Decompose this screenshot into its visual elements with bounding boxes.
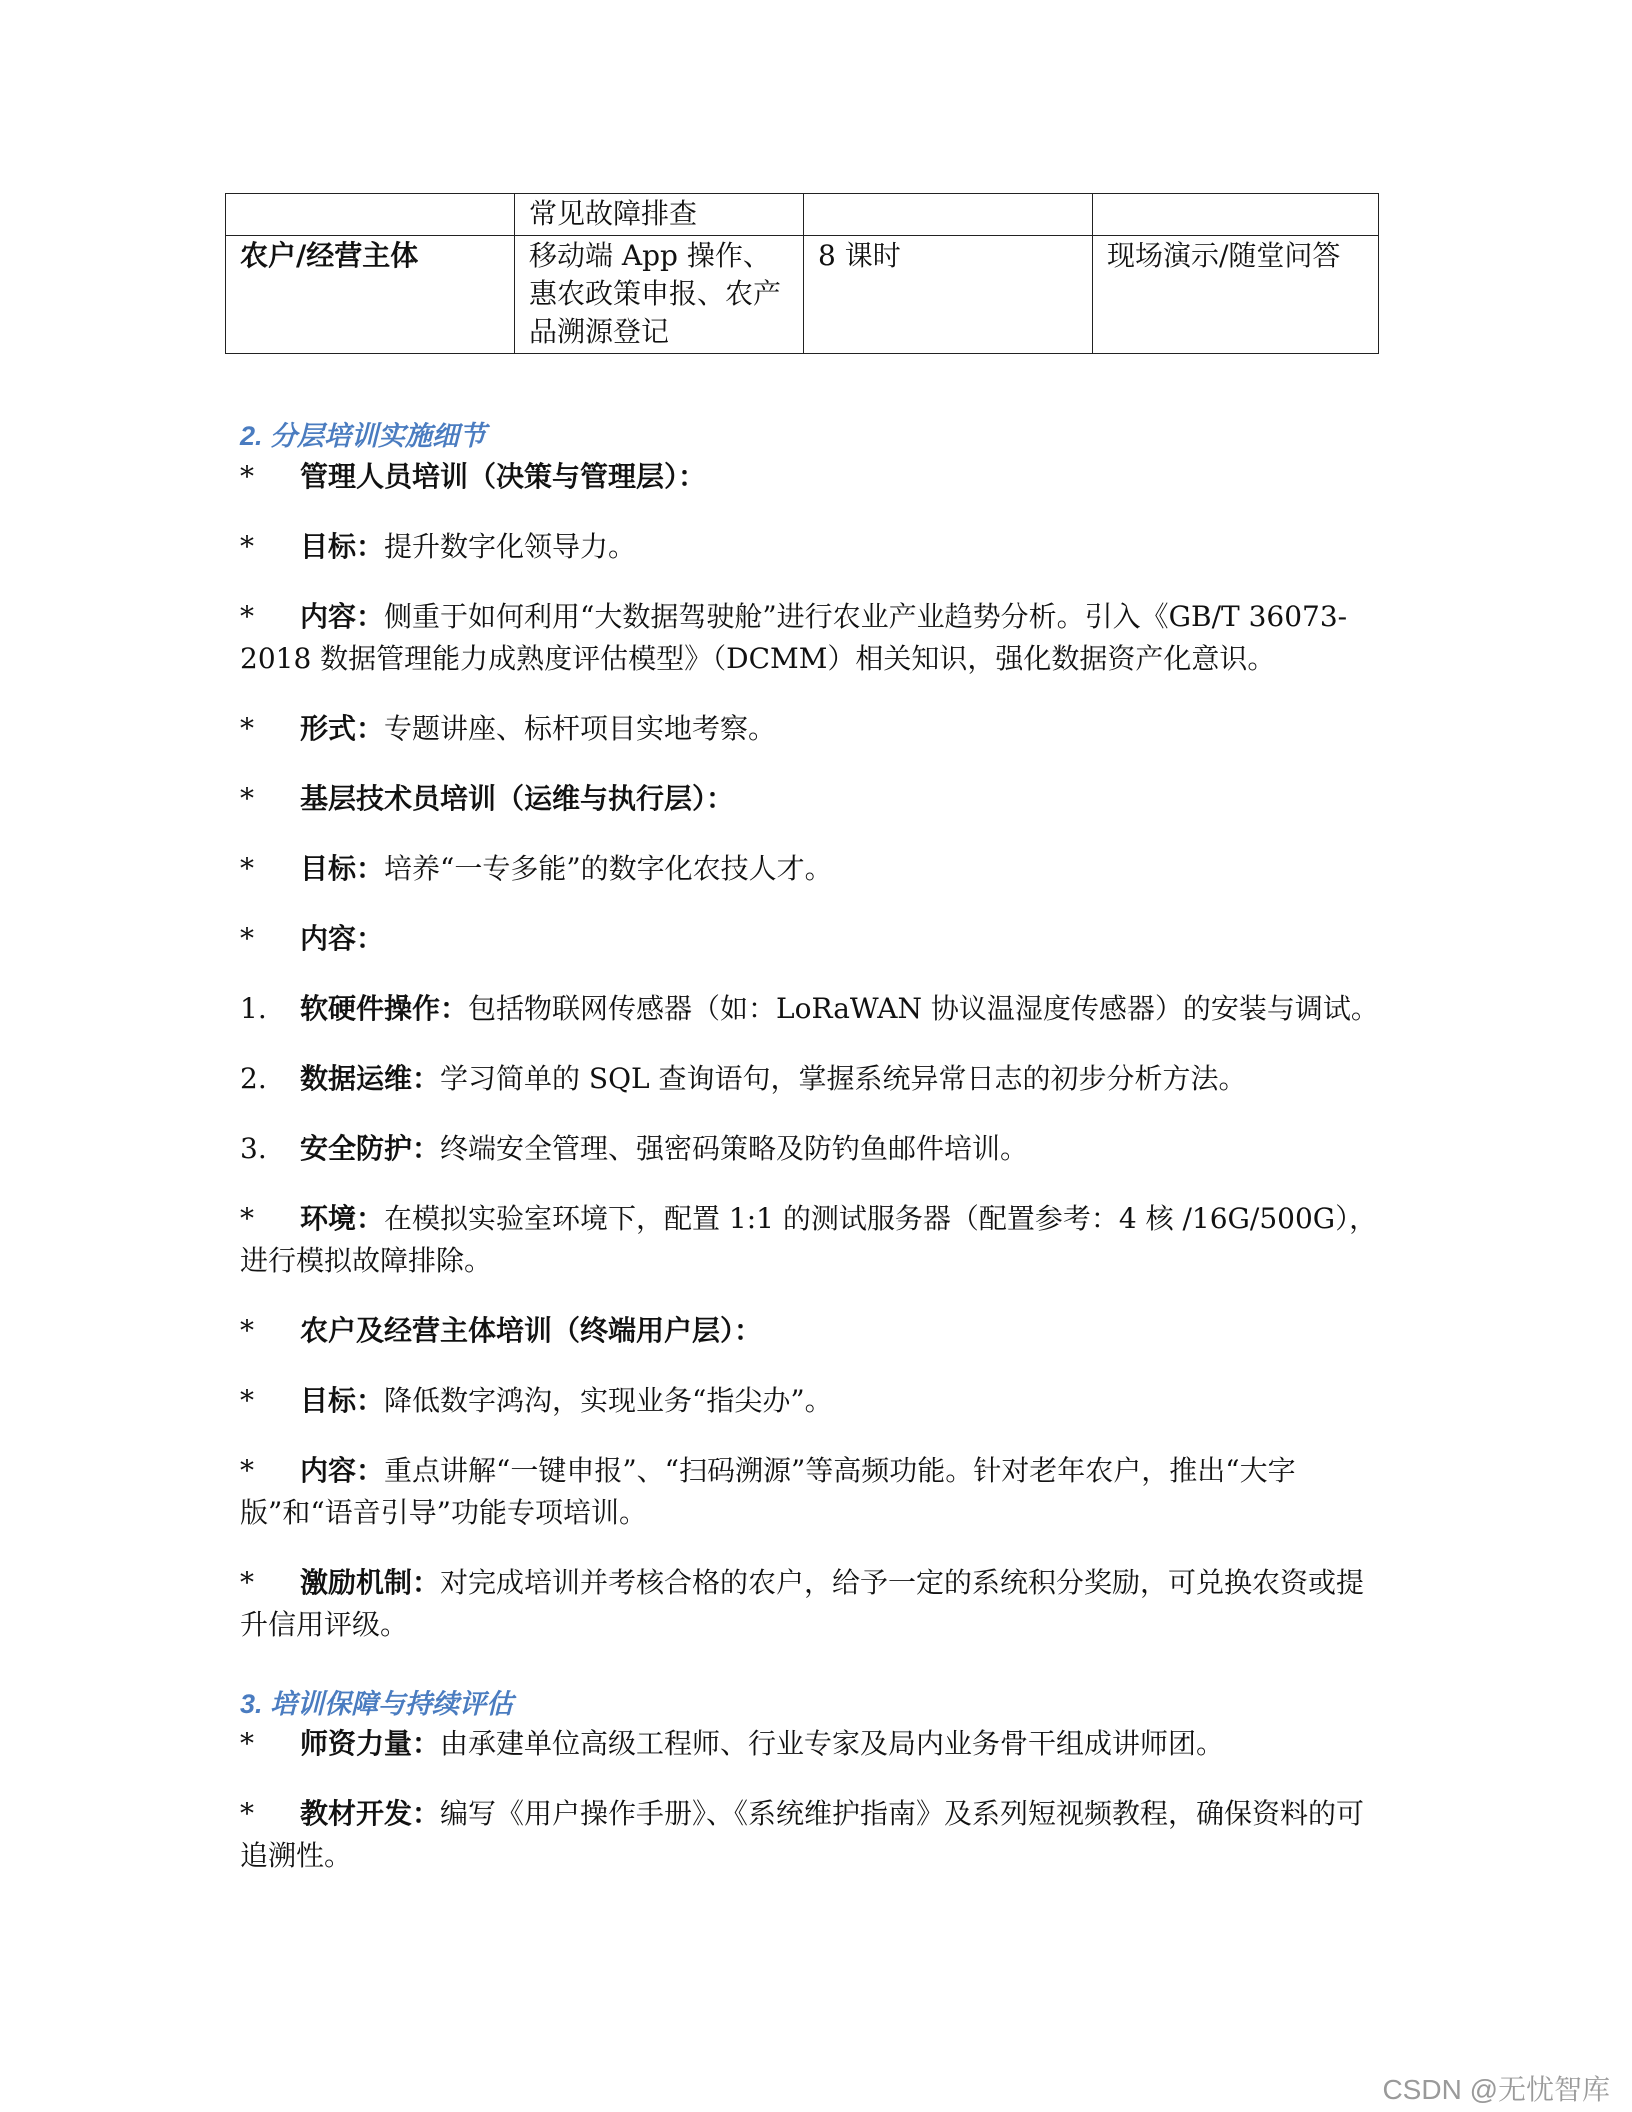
item-label: 农户及经营主体培训（终端用户层）： [300,1314,763,1347]
table-cell: 移动端 App 操作、惠农政策申报、农产品溯源登记 [515,236,804,354]
item-marker: * [240,1454,254,1487]
item-label: 安全防护： [300,1132,441,1165]
item-text: 培养“一专多能”的数字化农技人才。 [384,852,833,885]
item-marker: * [240,600,254,633]
item-label: 形式： [300,712,385,745]
item-marker: 1. [240,992,267,1025]
list-item [240,708,1390,750]
item-marker: * [240,1727,254,1760]
item-marker: * [240,530,254,563]
item-label: 师资力量： [300,1727,441,1760]
table-cell: 8 课时 [804,236,1093,354]
item-text: 侧重于如何利用“大数据驾驶舱”进行农业产业趋势分析。引入《GB/T 36073-2018 数据管理能力成熟度评估模型》（DCMM）相关知识，强化数据资产化意识。 [240,600,1348,675]
item-label: 环境： [300,1202,385,1235]
item-marker: * [240,1314,254,1347]
list-item [240,1128,1390,1170]
item-text: 重点讲解“一键申报”、“扫码溯源”等高频功能。针对老年农户，推出“大字版”和“语音引导”功能专项培训。 [240,1454,1296,1529]
list-item [240,526,1390,568]
list-item [240,778,1390,820]
list-item [240,456,1390,498]
table-row [226,194,1379,236]
table-cell: 常见故障排查 [515,194,804,236]
item-label: 目标： [300,852,385,885]
item-text: 专题讲座、标杆项目实地考察。 [384,712,777,745]
table-cell [1093,194,1379,236]
item-label: 管理人员培训（决策与管理层）： [300,460,707,493]
section-heading: 2. 分层培训实施细节 [240,421,487,451]
list-item [240,1310,1390,1352]
list-item [240,1562,1390,1646]
item-label: 数据运维： [300,1062,441,1095]
table-cell [226,194,515,236]
item-label: 软硬件操作： [300,992,469,1025]
item-marker: * [240,782,254,815]
item-label: 内容： [300,600,385,633]
item-marker: * [240,1202,254,1235]
item-marker: * [240,1797,254,1830]
item-label: 内容： [300,1454,385,1487]
list-item [240,596,1390,680]
training-table [225,193,1379,354]
item-label: 目标： [300,530,385,563]
item-text: 降低数字鸿沟，实现业务“指尖办”。 [384,1384,833,1417]
item-text: 提升数字化领导力。 [384,530,637,563]
table-cell: 农户/经营主体 [226,236,515,354]
item-label: 激励机制： [300,1566,441,1599]
item-text: 学习简单的 SQL 查询语句，掌握系统异常日志的初步分析方法。 [440,1062,1247,1095]
item-text: 在模拟实验室环境下，配置 1:1 的测试服务器（配置参考：4 核 /16G/500G），进行模拟故障排除。 [240,1202,1378,1277]
item-label: 内容： [300,922,385,955]
item-label: 目标： [300,1384,385,1417]
list-item [240,1793,1390,1877]
item-text: 终端安全管理、强密码策略及防钓鱼邮件培训。 [440,1132,1029,1165]
table-cell [804,194,1093,236]
item-marker: * [240,1384,254,1417]
item-label: 教材开发： [300,1797,441,1830]
list-item [240,1380,1390,1422]
list-item [240,1450,1390,1534]
list-item [240,1198,1390,1282]
item-marker: 3. [240,1132,267,1165]
list-item [240,918,1390,960]
item-text: 对完成培训并考核合格的农户，给予一定的系统积分奖励，可兑换农资或提升信用评级。 [240,1566,1365,1641]
table-row [226,236,1379,354]
watermark: CSDN @无忧智库 [1382,2074,1610,2105]
section-heading: 3. 培训保障与持续评估 [240,1689,514,1719]
item-text: 编写《用户操作手册》、《系统维护指南》及系列短视频教程，确保资料的可追溯性。 [240,1797,1365,1872]
item-marker: 2. [240,1062,267,1095]
list-item [240,848,1390,890]
item-marker: * [240,922,254,955]
item-marker: * [240,712,254,745]
item-text: 由承建单位高级工程师、行业专家及局内业务骨干组成讲师团。 [440,1727,1225,1760]
list-item [240,1723,1390,1765]
item-marker: * [240,852,254,885]
list-item [240,1058,1390,1100]
item-label: 基层技术员培训（运维与执行层）： [300,782,735,815]
item-marker: * [240,1566,254,1599]
list-item [240,988,1390,1030]
table-cell: 现场演示/随堂问答 [1093,236,1379,354]
item-marker: * [240,460,254,493]
item-text: 包括物联网传感器（如：LoRaWAN 协议温湿度传感器）的安装与调试。 [468,992,1379,1025]
